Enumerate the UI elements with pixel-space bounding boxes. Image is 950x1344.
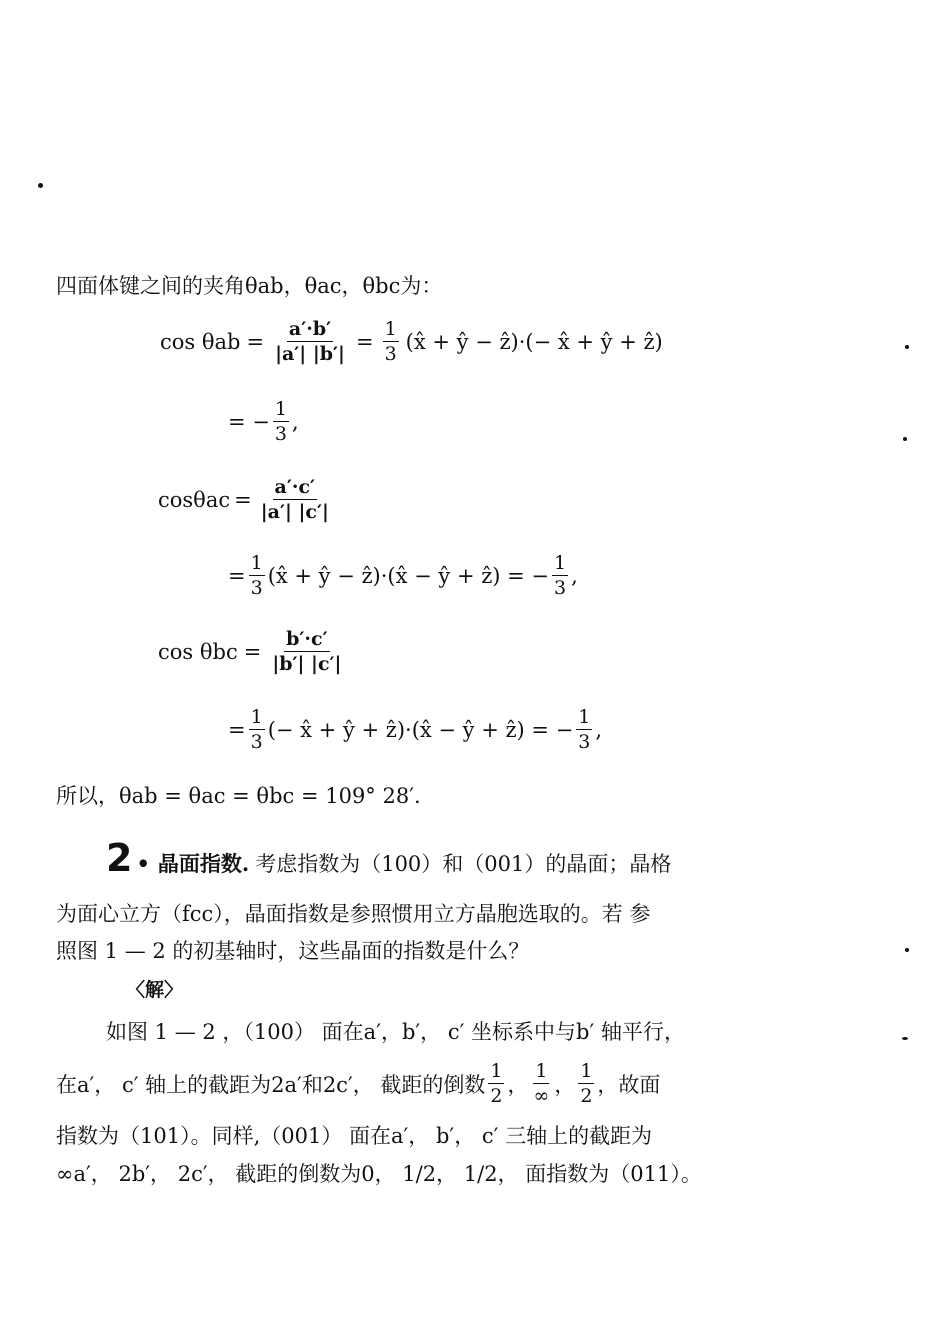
- problem-number: 2: [106, 836, 133, 880]
- eq-ab-rhs: (x̂ + ŷ − ẑ)·(− x̂ + ŷ + ẑ): [405, 329, 663, 354]
- equation-cos-ac: cosθac = $\frac{a'\cdot c'}{|a'| |c'|}$: [158, 476, 329, 523]
- eq-ab-result-prefix: = −: [228, 409, 270, 434]
- eq-ac-result-fraction: $\frac{1}{3}$: [554, 552, 567, 599]
- eq-ab-numerator: a′·b′: [288, 318, 332, 340]
- eq-bc-lhs: cos θbc: [158, 639, 238, 664]
- equation-cos-ab-result: = − $\frac{1}{3}$ ,: [228, 398, 299, 445]
- solution-label: 〈解〉: [126, 979, 184, 1001]
- equation-cos-ac-result: = $\frac{1}{3}$ (x̂ + ŷ − ẑ)·(x̂ − ŷ + ẑ) = − $\frac{1}{3}$ ,: [228, 552, 578, 599]
- scan-speck: [902, 1037, 908, 1040]
- solution-line-2: 在a′， c′ 轴上的截距为2a′和2c′， 截距的倒数 $\frac{1}{2}$ ， $\frac{1}{\infty}$ ， $\frac{1}{2}$ ，故面: [56, 1060, 661, 1107]
- eq-ac-fraction: $\frac{a'\cdot c'}{|a'| |c'|}$: [260, 476, 329, 523]
- solution-line-4: ∞a′， 2b′， 2c′， 截距的倒数为0， 1/2， 1/2， 面指数为（011）。: [56, 1162, 702, 1186]
- eq-bc-rhs: (− x̂ + ŷ + ẑ)·(x̂ − ŷ + ẑ) = −: [267, 717, 574, 742]
- problem-heading: 2 • 晶面指数. 考虑指数为（100）和（001）的晶面；晶格: [106, 836, 672, 880]
- equation-cos-bc: cos θbc = $\frac{b'\cdot c'}{|b'| |c'|}$: [158, 628, 342, 675]
- solution-line-3: 指数为（101）。同样,（001） 面在a′， b′， c′ 三轴上的截距为: [56, 1124, 653, 1148]
- problem-title: 晶面指数.: [157, 851, 250, 876]
- problem-line-1: 考虑指数为（100）和（001）的晶面；晶格: [255, 852, 672, 876]
- eq-bc-result-fraction: $\frac{1}{3}$: [578, 706, 591, 753]
- eq-ab-denominator: |a′| |b′|: [275, 343, 345, 365]
- eq-ab-result-fraction: $\frac{1}{3}$: [274, 398, 287, 445]
- problem-line-3: 照图 1 — 2 的初基轴时，这些晶面的指数是什么？: [56, 939, 530, 963]
- scan-speck: [903, 437, 907, 441]
- scan-speck: [905, 345, 909, 349]
- eq-ab-fraction: [273, 318, 347, 365]
- conclusion-text: 所以，θab = θac = θbc = 109° 28′.: [56, 784, 421, 808]
- solution-line-2-text: 在a′， c′ 轴上的截距为2a′和2c′， 截距的倒数: [56, 1072, 486, 1097]
- eq-ac-lhs: cosθac: [158, 487, 231, 512]
- reciprocal-2: $\frac{1}{\infty}$: [533, 1060, 550, 1107]
- problem-line-2: 为面心立方（fcc），晶面指数是参照惯用立方晶胞选取的。若 参: [56, 902, 651, 926]
- solution-line-2-end: ，故面: [597, 1072, 661, 1097]
- scan-speck: [905, 948, 909, 952]
- eq-bc-fraction: $\frac{b'\cdot c'}{|b'| |c'|}$: [272, 628, 342, 675]
- reciprocal-3: $\frac{1}{2}$: [580, 1060, 593, 1107]
- intro-text: 四面体键之间的夹角θab，θac，θbc为：: [56, 274, 443, 298]
- equation-cos-bc-result: = $\frac{1}{3}$ (− x̂ + ŷ + ẑ)·(x̂ − ŷ + ẑ) = − $\frac{1}{3}$ ,: [228, 706, 603, 753]
- solution-line-1: 如图 1 — 2 ，（100） 面在a′，b′， c′ 坐标系中与b′ 轴平行，: [106, 1020, 685, 1044]
- eq-ac-rhs: (x̂ + ŷ − ẑ)·(x̂ − ŷ + ẑ) = −: [267, 563, 550, 588]
- eq-bc-coefficient: $\frac{1}{3}$: [250, 706, 263, 753]
- scan-speck: [38, 183, 43, 188]
- equation-cos-ab: cos θab = $\frac{a'\cdot b'}{|a'| |b'|}$ = $\frac{1}{3}$ (x̂ + ŷ − ẑ)·(− x̂ + ŷ + ẑ): [160, 318, 663, 365]
- eq-ab-lhs: cos θab: [160, 329, 241, 354]
- reciprocal-1: $\frac{1}{2}$: [490, 1060, 503, 1107]
- eq-ac-coefficient: $\frac{1}{3}$: [250, 552, 263, 599]
- eq-ab-coefficient: $\frac{1}{3}$: [384, 318, 397, 365]
